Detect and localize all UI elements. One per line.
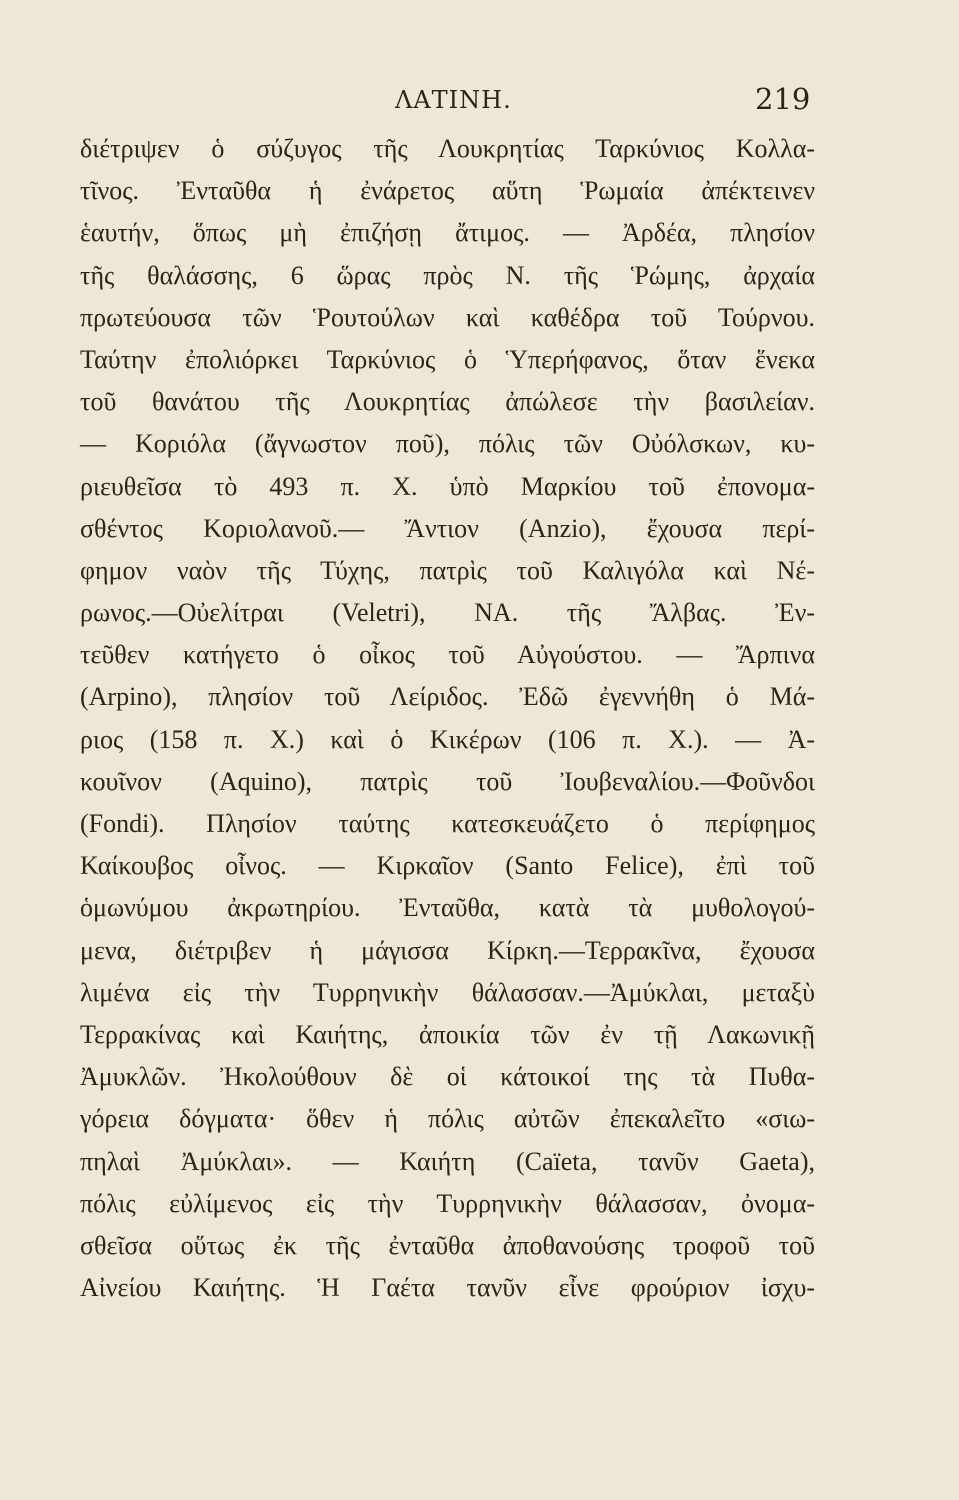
text-line: σθεῖσα οὕτως ἐκ τῆς ἐνταῦθα ἀποθανούσης τροφοῦ τοῦ: [80, 1230, 815, 1260]
text-line: πόλις εὐλίμενος εἰς τὴν Τυρρηνικὴν θάλασσαν, ὀνομα-: [80, 1188, 815, 1218]
text-line: τεῦθεν κατήγετο ὁ οἶκος τοῦ Αὐγούστου. — Ἄρπινα: [80, 640, 815, 670]
text-line: ριευθεῖσα τὸ 493 π. Χ. ὑπὸ Μαρκίου τοῦ ἐπονομα-: [80, 471, 815, 501]
text-line: γόρεια δόγματα· ὅθεν ἡ πόλις αὐτῶν ἐπεκαλεῖτο «σιω-: [80, 1104, 815, 1134]
text-line: Ἀμυκλῶν. Ἠκολούθουν δὲ οἱ κάτοικοί της τὰ Πυθα-: [80, 1062, 815, 1092]
text-line: τοῦ θανάτου τῆς Λουκρητίας ἀπώλεσε τὴν βασιλείαν.: [80, 387, 815, 417]
text-line: ρωνος.—Οὐελίτραι (Veletri), ΝΑ. τῆς Ἄλβας. Ἐν-: [80, 598, 815, 628]
text-line: λιμένα εἰς τὴν Τυρρηνικὴν θάλασσαν.—Ἀμύκλαι, μεταξὺ: [80, 977, 815, 1007]
text-line: Καίκουβος οἶνος. — Κιρκαῖον (Santo Felice), ἐπὶ τοῦ: [80, 851, 815, 881]
text-line: σθέντος Κοριολανοῦ.— Ἄντιον (Anzio), ἔχουσα περί-: [80, 513, 815, 543]
text-line: ριος (158 π. Χ.) καὶ ὁ Κικέρων (106 π. Χ.). — Ἀ-: [80, 724, 815, 754]
text-line: διέτριψεν ὁ σύζυγος τῆς Λουκρητίας Ταρκύνιος Κολλα-: [80, 134, 815, 163]
running-title: ΛΑΤΙΝΗ.: [395, 86, 512, 114]
page-number: 219: [755, 82, 811, 116]
text-line: τῆς θαλάσσης, 6 ὥρας πρὸς Ν. τῆς Ῥώμης, ἀρχαία: [80, 260, 815, 290]
text-line: — Κοριόλα (ἄγνωστον ποῦ), πόλις τῶν Οὐόλσκων, κυ-: [80, 429, 815, 459]
text-line: (Arpino), πλησίον τοῦ Λείριδος. Ἐδῶ ἐγεννήθη ὁ Μά-: [80, 682, 815, 712]
text-line: Τερρακίνας καὶ Καιήτης, ἀποικία τῶν ἐν τῇ Λακωνικῇ: [80, 1019, 815, 1049]
text-line: ὁμωνύμου ἀκρωτηρίου. Ἐνταῦθα, κατὰ τὰ μυθολογού-: [80, 893, 815, 923]
text-line: κουῖνον (Aquino), πατρὶς τοῦ Ἰουβεναλίου.—Φοῦνδοι: [80, 766, 815, 796]
text-line: φημον ναὸν τῆς Τύχης, πατρὶς τοῦ Καλιγόλα καὶ Νέ-: [80, 555, 815, 585]
text-line: ἑαυτήν, ὅπως μὴ ἐπιζήσῃ ἄτιμος. — Ἀρδέα, πλησίον: [80, 218, 815, 248]
text-line: πηλαὶ Ἀμύκλαι». — Καιήτη (Caïeta, τανῦν Gaeta),: [80, 1146, 815, 1176]
body-text: [80, 128, 815, 1309]
running-header: [0, 82, 959, 126]
text-line: (Fondi). Πλησίον ταύτης κατεσκευάζετο ὁ περίφημος: [80, 809, 815, 838]
text-line: Ταύτην ἐπολιόρκει Ταρκύνιος ὁ Ὑπερήφανος, ὅταν ἕνεκα: [80, 344, 815, 374]
text-line: πρωτεύουσα τῶν Ῥουτούλων καὶ καθέδρα τοῦ Τούρνου.: [80, 302, 815, 332]
text-line: τῖνος. Ἐνταῦθα ἡ ἐνάρετος αὕτη Ῥωμαία ἀπέκτεινεν: [80, 176, 815, 206]
text-line: Αἰνείου Καιήτης. Ἡ Γαέτα τανῦν εἶνε φρούριον ἰσχυ-: [80, 1273, 815, 1303]
text-line: μενα, διέτριβεν ἡ μάγισσα Κίρκη.—Τερρακῖνα, ἔχουσα: [80, 935, 815, 965]
